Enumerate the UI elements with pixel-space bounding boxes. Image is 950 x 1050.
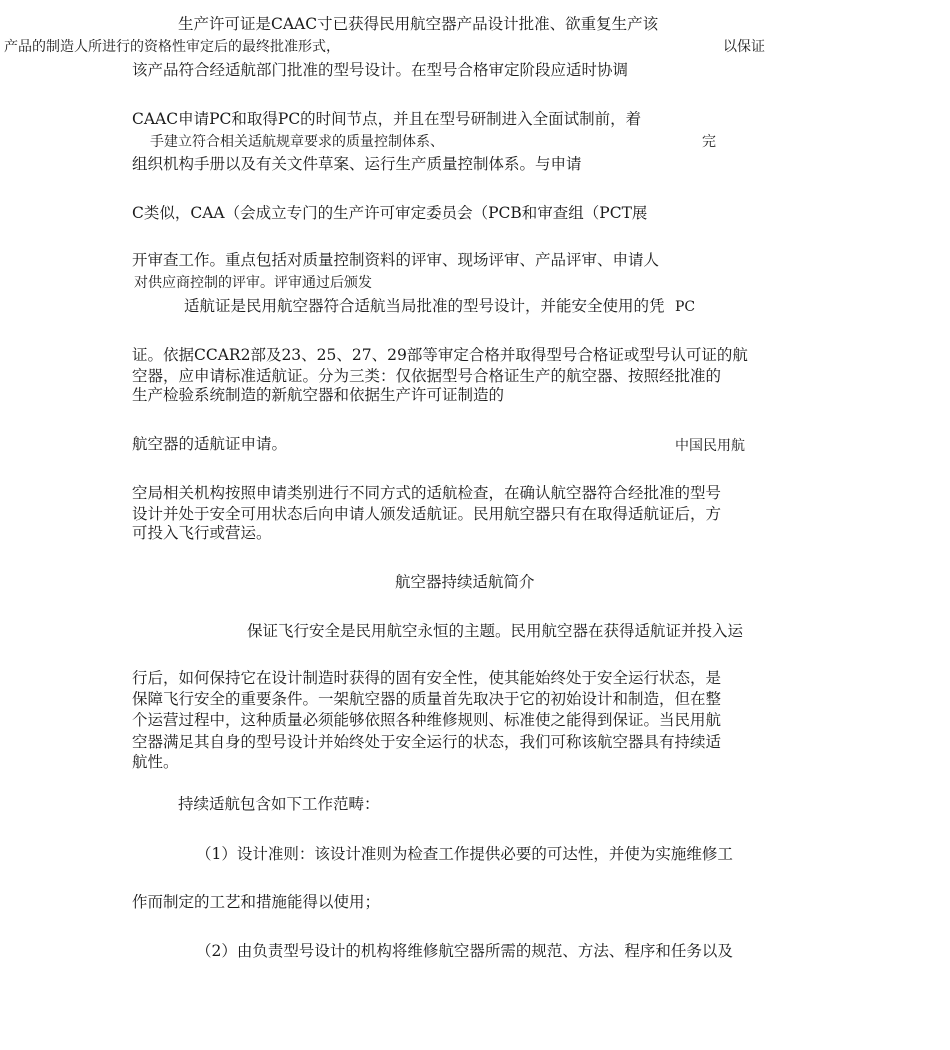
text-line: 保证飞行安全是民用航空永恒的主题。民用航空器在获得适航证并投入运: [247, 622, 744, 640]
section-heading: 航空器持续适航简介: [395, 573, 535, 591]
text-line: 空局相关机构按照申请类别进行不同方式的适航检查，在确认航空器符合经批准的型号: [132, 484, 722, 502]
text-line: 开审查工作。重点包括对质量控制资料的评审、现场评审、产品评审、申请人: [132, 251, 660, 269]
text-line: 空器，应申请标准适航证。分为三类：仅依据型号合格证生产的航空器、按照经批准的: [132, 367, 722, 385]
text-line: 设计并处于安全可用状态后向申请人颁发适航证。民用航空器只有在取得适航证后，方: [132, 505, 722, 523]
text-line: 保障飞行安全的重要条件。一架航空器的质量首先取决于它的初始设计和制造，但在整: [132, 690, 722, 708]
text-line: 航性。: [132, 753, 179, 771]
text-line: PC: [675, 299, 696, 315]
text-line: 以保证: [723, 39, 765, 55]
text-line: 生产许可证是CAAC寸已获得民用航空器产品设计批准、欲重复生产该: [178, 15, 659, 33]
text-line: 中国民用航: [675, 438, 745, 454]
text-line: 航空器的适航证申请。: [132, 435, 288, 453]
text-line: 对供应商控制的评审。评审通过后颁发: [134, 275, 372, 291]
list-item: （1）设计准则：该设计准则为检查工作提供必要的可达性，并使为实施维修工: [196, 845, 733, 863]
text-line: 证。依据CCAR2部及23、25、27、29部等审定合格并取得型号合格证或型号认可证的航: [132, 346, 748, 364]
text-line: 完: [702, 134, 716, 150]
text-line: 产品的制造人所进行的资格性审定后的最终批准形式，: [4, 39, 340, 55]
text-line: 可投入飞行或营运。: [132, 524, 272, 542]
list-item: （2）由负责型号设计的机构将维修航空器所需的规范、方法、程序和任务以及: [196, 942, 733, 960]
text-line: C类似，CAA（会成立专门的生产许可审定委员会（PCB和审查组（PCT展: [132, 204, 648, 222]
text-line: 空器满足其自身的型号设计并始终处于安全运行的状态，我们可称该航空器具有持续适: [132, 733, 722, 751]
text-line: 手建立符合相关适航规章要求的质量控制体系、: [150, 134, 444, 150]
text-line: 生产检验系统制造的新航空器和依据生产许可证制造的: [132, 386, 505, 404]
text-line: CAAC申请PC和取得PC的时间节点，并且在型号研制进入全面试制前，着: [132, 110, 642, 128]
text-line: 组织机构手册以及有关文件草案、运行生产质量控制体系。与申请: [132, 155, 582, 173]
text-line: 个运营过程中，这种质量必须能够依照各种维修规则、标准使之能得到保证。当民用航: [132, 711, 722, 729]
text-line: 适航证是民用航空器符合适航当局批准的型号设计，并能安全使用的凭: [184, 297, 665, 315]
text-line: 作而制定的工艺和措施能得以使用；: [132, 893, 381, 911]
text-line: 持续适航包含如下工作范畴：: [178, 795, 380, 813]
text-line: 行后，如何保持它在设计制造时获得的固有安全性，使其能始终处于安全运行状态，是: [132, 669, 722, 687]
text-line: 该产品符合经适航部门批准的型号设计。在型号合格审定阶段应适时协调: [132, 61, 629, 79]
